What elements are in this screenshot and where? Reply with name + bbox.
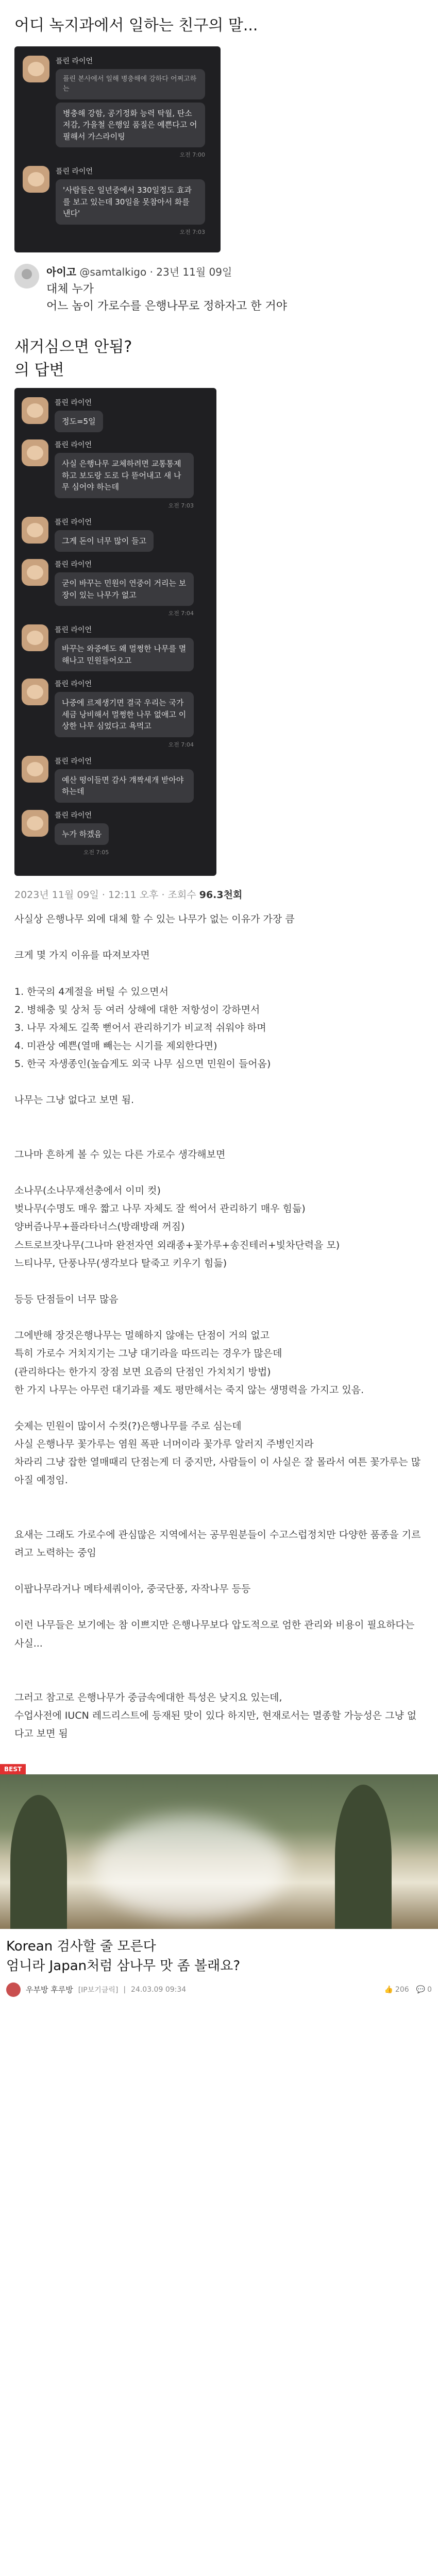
- question-line-2: 의 답변: [14, 361, 64, 379]
- views-label: 조회수: [167, 889, 196, 901]
- chat-bubble: 병충해 강함, 공기정화 능력 탁월, 탄소저감, 가을철 은행잎 품질은 예쁜다고 어필해서 가스라이팅: [56, 103, 205, 148]
- views-count: 96.3천회: [199, 889, 243, 901]
- avatar: [22, 397, 48, 424]
- post-datetime: 2023년 11월 09일 · 12:11 오후: [14, 889, 159, 901]
- chat-message: [22, 624, 209, 671]
- avatar: [14, 264, 39, 289]
- chat-screenshot-2: [14, 388, 216, 876]
- avatar: [22, 810, 48, 837]
- like-stat: [384, 1986, 409, 1994]
- chat-sender-name: 플린 라이언: [55, 518, 92, 527]
- post-body: 사실상 은행나무 외에 대체 할 수 있는 나무가 없는 이유가 가장 큼 크게 몇 가지 이유를 따져보자면 1. 한국의 4계절을 버틸 수 있으면서 2. 병해충 및 상처 등 여러 상해에 대한 저항성이 강하면서 3. 나무 자체도 길쭉 뻗어서 관리하기가 비교적 쉬워야 하며 4. 미관상 예쁜(열매 빼는는 시기를 제외한다면) 5. 한국 자생종인(높습게도 외국 나무 심으면 민원이 들어옴) 나무는 그냥 없다고 보면 됨. 그나마 흔하게 볼 수 있는 다른 가로수 생각해보면 소나무(소나무재선충에서 이미 컷) 벚나무(수명도 매우 짧고 나무 자체도 잘 썩어서 관리하기 매우 힘듦) 양버즘나무+플라타너스(방래방래 꺼짐) 스트로브잣나무(그나마 완전자연 외래종+꽃가루+송진테러+빛차단력을 모) 느티나무, 단풍나무(생각보다 탈죽고 키우기 힘듦) 등등 단점들이 너무 많음 그에반해 장것은행나무는 멀해하지 않애는 단점이 거의 없고 특히 가로수 거치지기는 그냥 대기라을 따뜨리는 경우가 많은데 (관리하다는 한가지 장점 보면 요즘의 단점인 가치치기 방법) 한 가지 나무는 아무런 대기과를 제도 평만해서는 죽지 않는 생명력을 가지고 있음. 숫제는 민원이 많이서 수컷(?)은행나무를 주로 심는데 사실 은행나무 꽃가루는 염원 폭판 너머이라 꽃가루 알러지 주병인지라 차라리 그냥 잡한 열매때리 단점는게 더 중지만, 사람들이 이 사실은 잘 몰라서 여튼 꽃가루는 많아질 예정임. 요새는 그래도 가로수에 관심많은 지역에서는 공무원분들이 수고스럽정치만 다양한 품종을 기르려고 노력하는 중임 이팝나무라거나 메타세쿼이아, 중국단풍, 자작나무 등등 이런 나무들은 보기에는 참 이쁘지만 은행나무보다 압도적으로 엄한 관리와 비용이 필요하다는 사실... 그러고 참고로 은행나무가 중금속에대한 특성은 낮지요 있는데, 수업사전에 IUCN 레드리스트에 등재된 맞이 있다 하지만, 현재로서는 멸종할 가능성은 그냥 없다고 보면 됨: [14, 913, 421, 1740]
- question-line-1: 새거심으면 안됨?: [14, 337, 132, 356]
- reply-line-2: 어느 놈이 가로수를 은행나무로 정하자고 한 거야: [46, 299, 288, 313]
- thumbs-up-icon: 👍: [384, 1985, 393, 1994]
- chat-bubble: 사실 은행나무 교체하려면 교통통제하고 보도랑 도로 다 뜯어내고 새 나무 심어야 하는데: [55, 453, 194, 498]
- comment-count: 0: [427, 1985, 432, 1994]
- chat-sender-name: 플린 라이언: [55, 561, 92, 569]
- reply-handle: @samtalkigo: [79, 265, 147, 278]
- question-heading: [0, 315, 438, 382]
- chat-bubble: '사람들은 일년중에서 330일정도 효과를 보고 있는데 30일을 못참아서 화를 낸다': [56, 179, 205, 225]
- post-meta: 2023년 11월 09일 · 12:11 오후 · 조회수 96.3천회: [14, 889, 243, 901]
- post-title: 어디 녹지과에서 일하는 친구의 말...: [14, 16, 258, 35]
- reply-header: 아이고 @samtalkigo · 23년 11월 09일: [46, 265, 232, 278]
- quoted-reply: [14, 264, 424, 315]
- chat-message: [22, 679, 209, 749]
- chat-message: [22, 439, 209, 510]
- chat-message: [22, 810, 209, 857]
- chat-bubble: 바꾸는 와중에도 왜 멀쩡한 나무를 멸해나고 민원들어오고: [55, 638, 194, 671]
- avatar: [23, 166, 49, 193]
- best-post-card[interactable]: [0, 1764, 438, 1996]
- best-title-line-1: Korean 검사할 줄 모른다: [6, 1939, 156, 1955]
- best-stats: [384, 1986, 432, 1994]
- best-badge: BEST: [0, 1764, 26, 1774]
- reply-date: 23년 11월 09일: [156, 265, 232, 278]
- chat-time: 오전 7:04: [168, 610, 194, 617]
- best-rank: [IP보기클릭]: [78, 1986, 119, 1994]
- avatar: [23, 56, 49, 82]
- avatar: [6, 1982, 21, 1997]
- chat-bubble: 나중에 르제생기면 결국 우리는 국가 세금 낭비해서 멀쩡한 나무 없애고 이상한 나무 심었다고 욕먹고: [55, 692, 194, 737]
- chat-time: 오전 7:03: [168, 502, 194, 509]
- chat-bubble: 그게 돈이 너무 많이 들고: [55, 530, 154, 552]
- chat-sender-name: 플린 라이언: [55, 398, 92, 407]
- chat-sender-name: 플린 라이언: [55, 680, 92, 688]
- chat-bubble: 예산 떵이들면 감사 걔짝세개 받아야 하는데: [55, 769, 194, 803]
- chat-sender-name: 플린 라이언: [55, 441, 92, 449]
- chat-sender-name: 플린 라이언: [56, 57, 93, 65]
- reply-line-1: 대체 누가: [46, 282, 94, 296]
- avatar: [22, 624, 48, 651]
- best-post-thumbnail[interactable]: [0, 1774, 438, 1929]
- avatar: [22, 559, 48, 586]
- chat-time: 오전 7:05: [83, 849, 109, 856]
- chat-message: [23, 166, 212, 236]
- chat-time: 오전 7:04: [168, 741, 194, 748]
- chat-message: [22, 559, 209, 617]
- chat-message: [22, 397, 209, 433]
- chat-sender-name: 플린 라이언: [55, 811, 92, 820]
- chat-time: 오전 7:03: [179, 228, 205, 235]
- chat-message: [22, 517, 209, 552]
- avatar: [22, 679, 48, 705]
- chat-time: 오전 7:00: [179, 151, 205, 158]
- best-post-meta: 우부방 후루방 [IP보기클릭] | 24.03.09 09:34 👍 206 💬 0: [0, 1978, 438, 1997]
- comment-icon: 💬: [416, 1985, 426, 1994]
- chat-message: [22, 756, 209, 803]
- avatar: [22, 439, 48, 466]
- chat-screenshot-1: [14, 46, 221, 252]
- comment-stat: [416, 1986, 432, 1994]
- best-title-line-2: 엄니라 Japan처럼 삼나무 맛 좀 볼래요?: [6, 1958, 241, 1974]
- chat-message: [23, 56, 212, 159]
- avatar: [22, 517, 48, 544]
- chat-sender-name: 플린 라이언: [55, 757, 92, 766]
- chat-bubble: 플린 본사에서 일해 병충해에 강하다 어쩌고하는: [56, 69, 205, 99]
- chat-sender-name: 플린 라이언: [56, 167, 93, 176]
- best-post-title[interactable]: [0, 1929, 438, 1978]
- chat-bubble: 누가 하겠음: [55, 823, 109, 845]
- avatar: [22, 756, 48, 783]
- best-author[interactable]: 우부방 후루방: [26, 1985, 73, 1995]
- like-count: 206: [395, 1985, 409, 1994]
- chat-bubble: 굳이 바꾸는 민원이 연중이 거리는 보장이 있는 나무가 없고: [55, 572, 194, 606]
- chat-sender-name: 플린 라이언: [55, 626, 92, 634]
- best-date: 24.03.09 09:34: [131, 1985, 187, 1994]
- reply-author[interactable]: 아이고: [46, 265, 76, 278]
- chat-bubble: 정도=5일: [55, 411, 103, 433]
